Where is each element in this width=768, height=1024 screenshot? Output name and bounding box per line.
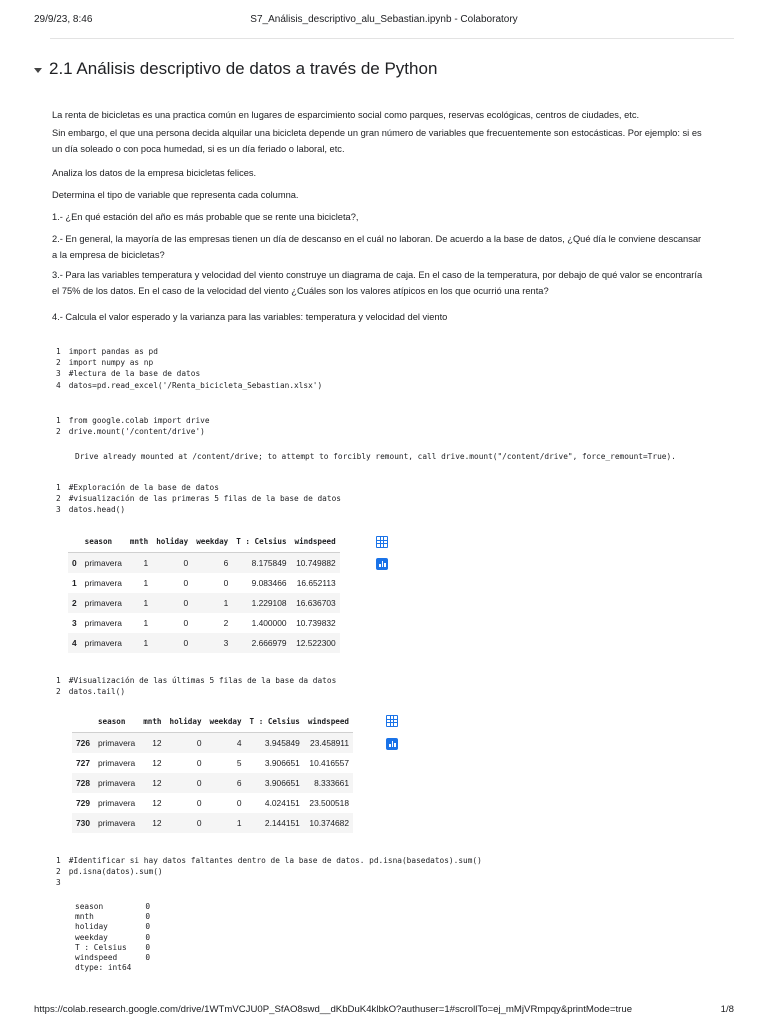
table-cell: 1 [143, 618, 149, 628]
column-header: T : Celsius [246, 710, 304, 733]
table-cell: 10.416557 [309, 758, 349, 768]
table-cell: 5 [236, 758, 242, 768]
table-cell: 0 [183, 578, 189, 588]
table-cell: 9.083466 [251, 578, 287, 588]
table-cell: primavera [97, 758, 136, 768]
table-cell: 0 [196, 758, 202, 768]
row-index: 0 [72, 558, 77, 568]
table-cell: 12 [152, 758, 162, 768]
code-line: 1 #Visualización de las últimas 5 filas de la base da datos [56, 676, 337, 685]
table-cell: 23.500518 [309, 798, 349, 808]
table-cell: 10.374682 [309, 818, 349, 828]
chart-suggestion-icon[interactable] [386, 738, 398, 750]
cell-2-output: Drive already mounted at /content/drive; to attempt to forcibly remount, call drive.mount("/content/drive", force_remount=True). [75, 452, 676, 461]
table-cell: primavera [84, 558, 122, 568]
table-cell: 1 [236, 818, 242, 828]
table-cell: 23.458911 [310, 738, 349, 748]
column-header [72, 710, 94, 733]
code-line: 2 drive.mount('/content/drive') [56, 427, 205, 437]
column-header: windspeed [304, 710, 353, 733]
table-row [68, 613, 340, 633]
markdown-paragraph: Determina el tipo de variable que representa cada columna. [52, 190, 299, 200]
table-header-row [68, 530, 340, 553]
table-cell: primavera [84, 638, 122, 648]
table-cell: 3.945849 [264, 738, 300, 748]
table-cell: 1 [223, 598, 229, 608]
table-cell: 2.666979 [251, 638, 287, 648]
code-cell-2[interactable] [56, 415, 210, 437]
row-index: 1 [72, 578, 77, 588]
code-line: 2 datos.tail() [56, 687, 126, 697]
table-cell: 16.636703 [296, 598, 336, 608]
column-header: weekday [206, 710, 246, 733]
table-cell: 4 [236, 738, 242, 748]
table-cell: 6 [223, 558, 229, 568]
table-cell: 6 [236, 778, 242, 788]
code-cell-1[interactable] [56, 346, 322, 391]
table-cell: 1 [143, 638, 149, 648]
table-cell: 3.906651 [264, 758, 300, 768]
code-line: 1 from google.colab import drive [56, 416, 210, 425]
cell-5-output: season 0 mnth 0 holiday 0 weekday 0 T : Celsius 0 windspeed 0 dtype: int64 [75, 902, 151, 973]
table-cell: 12 [152, 778, 162, 788]
table-cell: primavera [84, 578, 122, 588]
code-line: 1 import pandas as pd [56, 347, 158, 356]
table-cell: 2 [223, 618, 229, 628]
table-row [68, 593, 340, 613]
table-cell: primavera [97, 738, 136, 748]
column-header: mnth [139, 710, 165, 733]
table-cell: 0 [183, 558, 189, 568]
markdown-paragraph: 2.- En general, la mayoría de las empresas tienen un día de descanso en el cuál no laboran. De acuerdo a la base de datos, ¿Qué día le conviene descansar a la empresa de bicicletas? [52, 234, 702, 260]
table-row [68, 553, 340, 574]
row-index: 727 [76, 758, 90, 768]
table-cell: 8.175849 [251, 558, 287, 568]
table-cell: 10.749882 [296, 558, 336, 568]
column-header [68, 530, 81, 553]
column-header: holiday [166, 710, 206, 733]
table-row [68, 633, 340, 653]
table-cell: 1 [143, 558, 149, 568]
markdown-paragraph: Sin embargo, el que una persona decida alquilar una bicicleta depende un gran número de variables que frecuentemente son estocásticas. Por ejemplo: si es un día soleado o con poca humedad, si es un día feriado o laboral, etc. [52, 128, 702, 154]
markdown-paragraph: 1.- ¿En qué estación del año es más probable que se rente una bicicleta?, [52, 212, 359, 222]
table-header-row [72, 710, 353, 733]
markdown-paragraph: La renta de bicicletas es una practica común en lugares de esparcimiento social como parques, reservas ecológicas, centros de ciudades, etc. [52, 110, 640, 120]
table-cell: primavera [97, 778, 136, 788]
markdown-paragraph: 3.- Para las variables temperatura y velocidad del viento construye un diagrama de caja. En el caso de la temperatura, por debajo de qué valor se encontraría el 75% de los datos. En el caso de la velocidad del viento ¿Cuáles son los valores atípicos en los que ocurrió una renta? [52, 270, 703, 296]
table-cell: 1 [143, 598, 149, 608]
row-index: 4 [72, 638, 77, 648]
chart-suggestion-icon[interactable] [376, 558, 388, 570]
row-index: 3 [72, 618, 77, 628]
code-cell-4[interactable] [56, 675, 336, 697]
column-header: windspeed [291, 530, 340, 553]
code-line: 1 #Identificar si hay datos faltantes dentro de la base de datos. pd.isna(basedatos).sum() [56, 856, 482, 865]
row-index: 730 [76, 818, 90, 828]
table-cell: 2.144151 [264, 818, 300, 828]
column-header: season [94, 710, 139, 733]
code-line: 2 #visualización de las primeras 5 filas de la base de datos [56, 494, 341, 504]
table-cell: 1.400000 [251, 618, 287, 628]
code-line: 3 datos.head() [56, 505, 126, 515]
code-line: 2 import numpy as np [56, 358, 154, 368]
table-cell: 3.906651 [264, 778, 300, 788]
code-line: 3 #lectura de la base de datos [56, 369, 201, 379]
row-index: 728 [76, 778, 90, 788]
print-datetime: 29/9/23, 8:46 [34, 14, 93, 25]
markdown-paragraph: 4.- Calcula el valor esperado y la varianza para las variables: temperatura y velocidad del viento [52, 312, 448, 322]
table-cell: 3 [223, 638, 229, 648]
table-cell: 12 [152, 798, 162, 808]
table-cell: 8.333661 [314, 778, 349, 788]
header-divider [50, 38, 734, 39]
dataframe-tail-table [72, 710, 353, 833]
markdown-paragraph: Analiza los datos de la empresa bicicletas felices. [52, 168, 257, 178]
table-cell: 0 [196, 798, 202, 808]
footer-url: https://colab.research.google.com/drive/1WTmVCJU0P_SfAO8swd__dKbDuK4klbkO?authuser=1#scrollTo=ej_mMjVRmpqy&printMode=true [34, 1004, 633, 1015]
section-title: 2.1 Análisis descriptivo de datos a través de Python [49, 59, 438, 78]
table-row [68, 573, 340, 593]
code-line: 4 datos=pd.read_excel('/Renta_bicicleta_Sebastian.xlsx') [56, 380, 323, 390]
table-cell: primavera [97, 798, 136, 808]
table-cell: 10.739832 [296, 618, 336, 628]
row-index: 726 [76, 738, 90, 748]
table-cell: 12 [152, 738, 162, 748]
table-row [72, 793, 353, 813]
table-cell: 0 [196, 738, 202, 748]
page-number: 1/8 [720, 1004, 734, 1015]
column-header: T : Celsius [232, 530, 290, 553]
table-row [72, 733, 353, 754]
table-cell: 0 [196, 818, 202, 828]
table-cell: primavera [84, 598, 122, 608]
dataframe-head-table [68, 530, 340, 653]
code-line: 3 [56, 878, 61, 888]
code-cell-3[interactable] [56, 482, 341, 516]
row-index: 2 [72, 598, 77, 608]
interactive-table-icon[interactable] [386, 715, 398, 727]
row-index: 729 [76, 798, 90, 808]
table-cell: 16.652113 [296, 578, 336, 588]
print-header [34, 14, 734, 34]
table-cell: 0 [223, 578, 229, 588]
table-cell: 1 [143, 578, 149, 588]
table-cell: 12 [152, 818, 162, 828]
column-header: season [81, 530, 126, 553]
table-cell: primavera [84, 618, 122, 628]
section-header[interactable] [34, 59, 437, 79]
column-header: holiday [152, 530, 192, 553]
table-row [72, 773, 353, 793]
table-cell: 0 [183, 638, 189, 648]
table-row [72, 813, 353, 833]
print-title: S7_Análisis_descriptivo_alu_Sebastian.ipynb - Colaboratory [250, 14, 518, 25]
table-cell: 4.024151 [264, 798, 300, 808]
interactive-table-icon[interactable] [376, 536, 388, 548]
table-cell: 12.522300 [296, 638, 336, 648]
column-header: mnth [126, 530, 152, 553]
table-cell: primavera [97, 818, 136, 828]
code-line: 1 #Exploración de la base de datos [56, 483, 219, 492]
code-cell-5[interactable] [56, 855, 482, 889]
code-line: 2 pd.isna(datos).sum() [56, 867, 163, 877]
table-cell: 0 [196, 778, 202, 788]
collapse-caret-icon[interactable] [34, 68, 42, 73]
table-cell: 0 [183, 598, 189, 608]
table-cell: 0 [183, 618, 189, 628]
column-header: weekday [192, 530, 232, 553]
table-cell: 1.229108 [251, 598, 287, 608]
table-cell: 0 [236, 798, 242, 808]
table-row [72, 753, 353, 773]
